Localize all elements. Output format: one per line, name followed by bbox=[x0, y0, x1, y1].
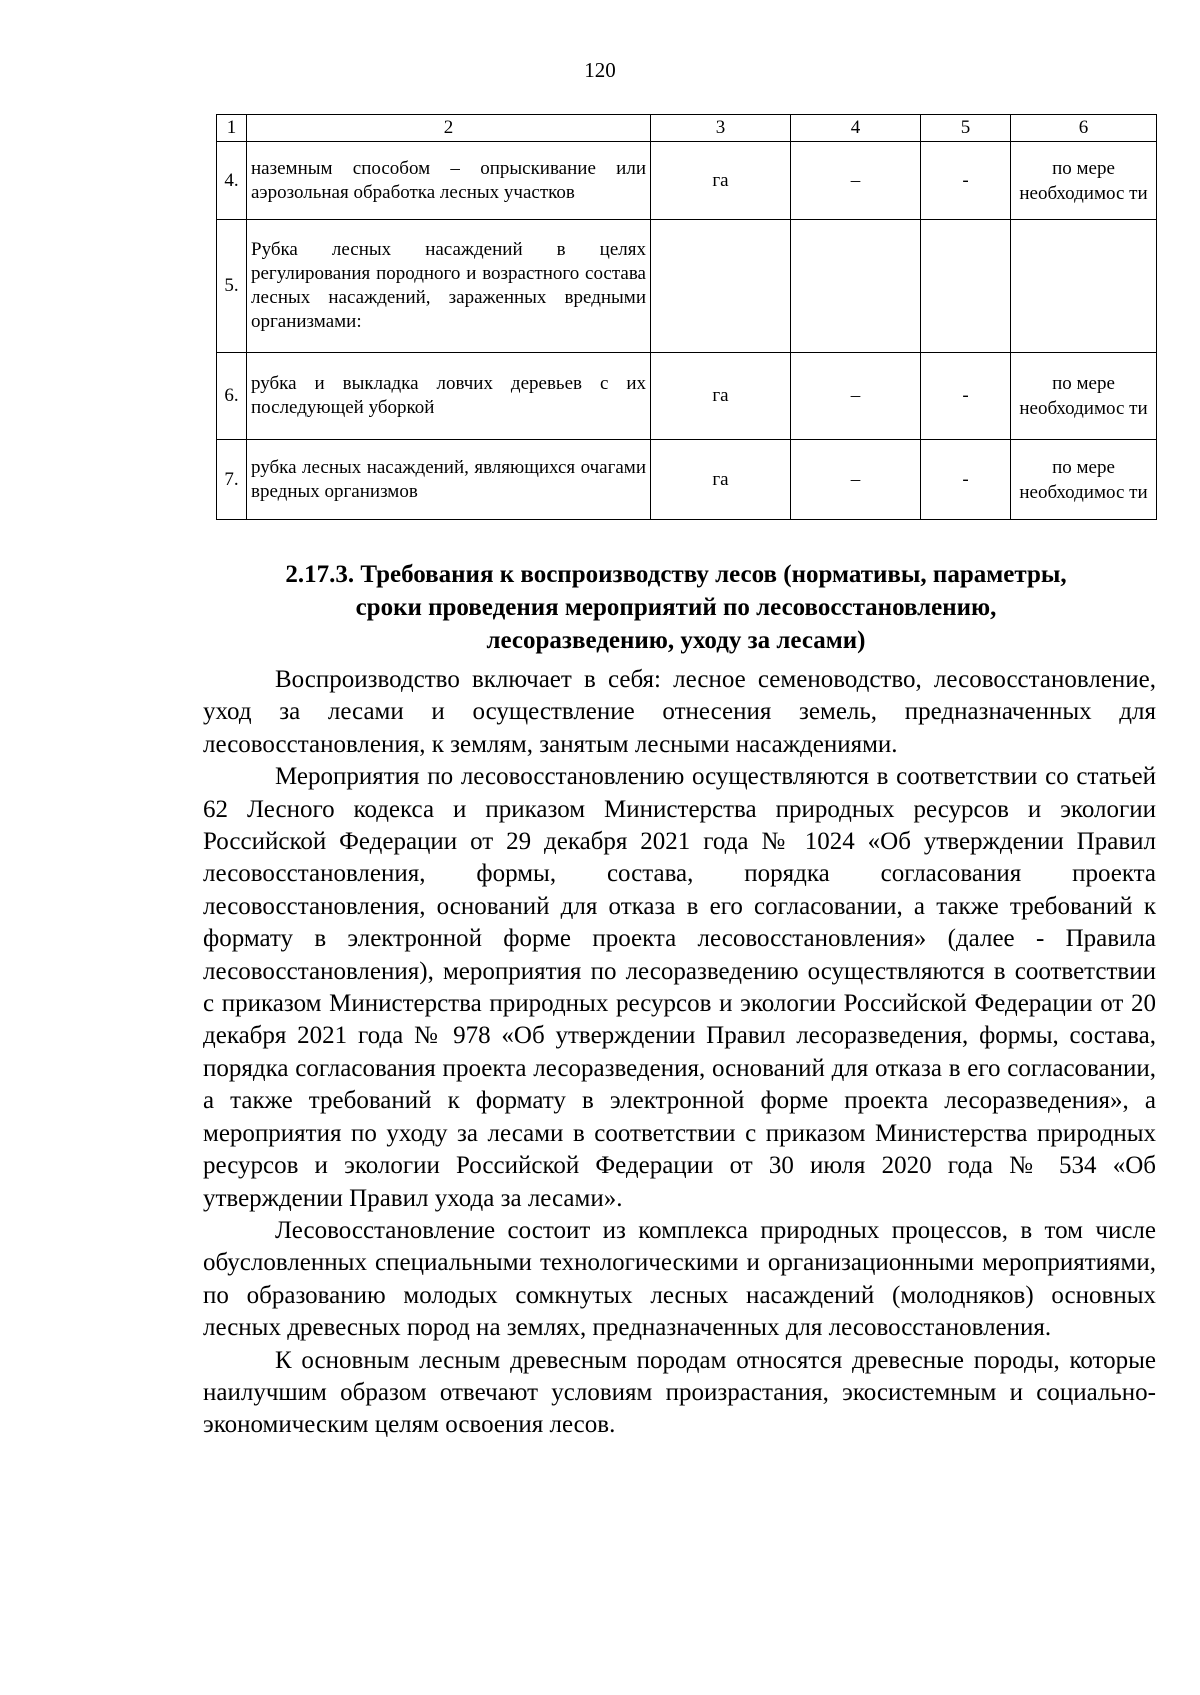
norms-table bbox=[216, 114, 1157, 520]
value-cell: - bbox=[921, 353, 1011, 440]
table-header-cell: 1 bbox=[217, 115, 247, 142]
row-number: 6. bbox=[217, 353, 247, 440]
measure-name: рубка и выкладка ловчих деревьев с их последующей уборкой bbox=[247, 353, 651, 440]
unit-cell: га bbox=[651, 353, 791, 440]
paragraph: Мероприятия по лесовосстановлению осуществляются в соответствии со статьей 62 Лесного кодекса и приказом Министерства природных ресурсов и экологии Российской Федерации от 29 декабря 2021 года № 1024 «Об утверждении Правил лесовосстановления, формы, состава, порядка согласования проекта лесовосстановления, оснований для отказа в его согласовании, а также требований к формату в электронной форме проекта лесовосстановления» (далее - Правила лесовосстановления), мероприятия по лесоразведению осуществляются в соответствии с приказом Министерства природных ресурсов и экологии Российской Федерации от 20 декабря 2021 года № 978 «Об утверждении Правил лесоразведения, формы, состава, порядка согласования проекта лесоразведения, оснований для отказа в его согласовании, а также требований к формату в электронной форме проекта лесоразведения», а мероприятия по уходу за лесами в соответствии с приказом Министерства природных ресурсов и экологии Российской Федерации от 30 июля 2020 года № 534 «Об утверждении Правил ухода за лесами». bbox=[203, 763, 1156, 1212]
table-row bbox=[217, 353, 1157, 440]
value-cell bbox=[791, 220, 921, 353]
table-row bbox=[217, 440, 1157, 520]
measure-name: рубка лесных насаждений, являющихся очагами вредных организмов bbox=[247, 440, 651, 520]
value-cell bbox=[921, 220, 1011, 353]
row-number: 5. bbox=[217, 220, 247, 353]
table-header-cell: 6 bbox=[1011, 115, 1157, 142]
period-cell: по мере необходимос ти bbox=[1011, 353, 1157, 440]
value-cell: – bbox=[791, 142, 921, 220]
heading-line: 2.17.3. Требования к воспроизводству лесов (нормативы, параметры, bbox=[285, 561, 1067, 588]
measure-name: наземным способом – опрыскивание или аэрозольная обработка лесных участков bbox=[247, 142, 651, 220]
table-header-cell: 5 bbox=[921, 115, 1011, 142]
table-header-cell: 4 bbox=[791, 115, 921, 142]
row-number: 4. bbox=[217, 142, 247, 220]
heading-line: лесоразведению, уходу за лесами) bbox=[486, 627, 866, 654]
unit-cell bbox=[651, 220, 791, 353]
paragraph: Воспроизводство включает в себя: лесное семеноводство, лесовосстановление, уход за лесами и осуществление отнесения земель, предназначенных для лесовосстановления, к землям, занятым лесными насаждениями. bbox=[203, 666, 1156, 758]
row-number: 7. bbox=[217, 440, 247, 520]
section-heading bbox=[196, 558, 1156, 657]
period-cell: по мере необходимос ти bbox=[1011, 440, 1157, 520]
unit-cell: га bbox=[651, 440, 791, 520]
unit-cell: га bbox=[651, 142, 791, 220]
section-body bbox=[203, 664, 1156, 1442]
paragraph: Лесовосстановление состоит из комплекса природных процессов, в том числе обусловленных специальными технологическими и организационными мероприятиями, по образованию молодых сомкнутых лесных насаждений (молодняков) основных лесных древесных пород на землях, предназначенных для лесовосстановления. bbox=[203, 1216, 1156, 1342]
measure-name: Рубка лесных насаждений в целях регулирования породного и возрастного состава лесных насаждений, зараженных вредными организмами: bbox=[247, 220, 651, 353]
value-cell: - bbox=[921, 440, 1011, 520]
table-header-row bbox=[217, 115, 1157, 142]
paragraph: К основным лесным древесным породам относятся древесные породы, которые наилучшим образом отвечают условиям произрастания, экосистемным и социально-экономическим целям освоения лесов. bbox=[203, 1346, 1156, 1439]
period-cell: по мере необходимос ти bbox=[1011, 142, 1157, 220]
table-header-cell: 3 bbox=[651, 115, 791, 142]
value-cell: – bbox=[791, 440, 921, 520]
page-number: 120 bbox=[584, 58, 616, 82]
table-row bbox=[217, 142, 1157, 220]
period-cell bbox=[1011, 220, 1157, 353]
value-cell: – bbox=[791, 353, 921, 440]
table-row bbox=[217, 220, 1157, 353]
value-cell: - bbox=[921, 142, 1011, 220]
table-header-cell: 2 bbox=[247, 115, 651, 142]
heading-line: сроки проведения мероприятий по лесовосстановлению, bbox=[355, 594, 997, 621]
